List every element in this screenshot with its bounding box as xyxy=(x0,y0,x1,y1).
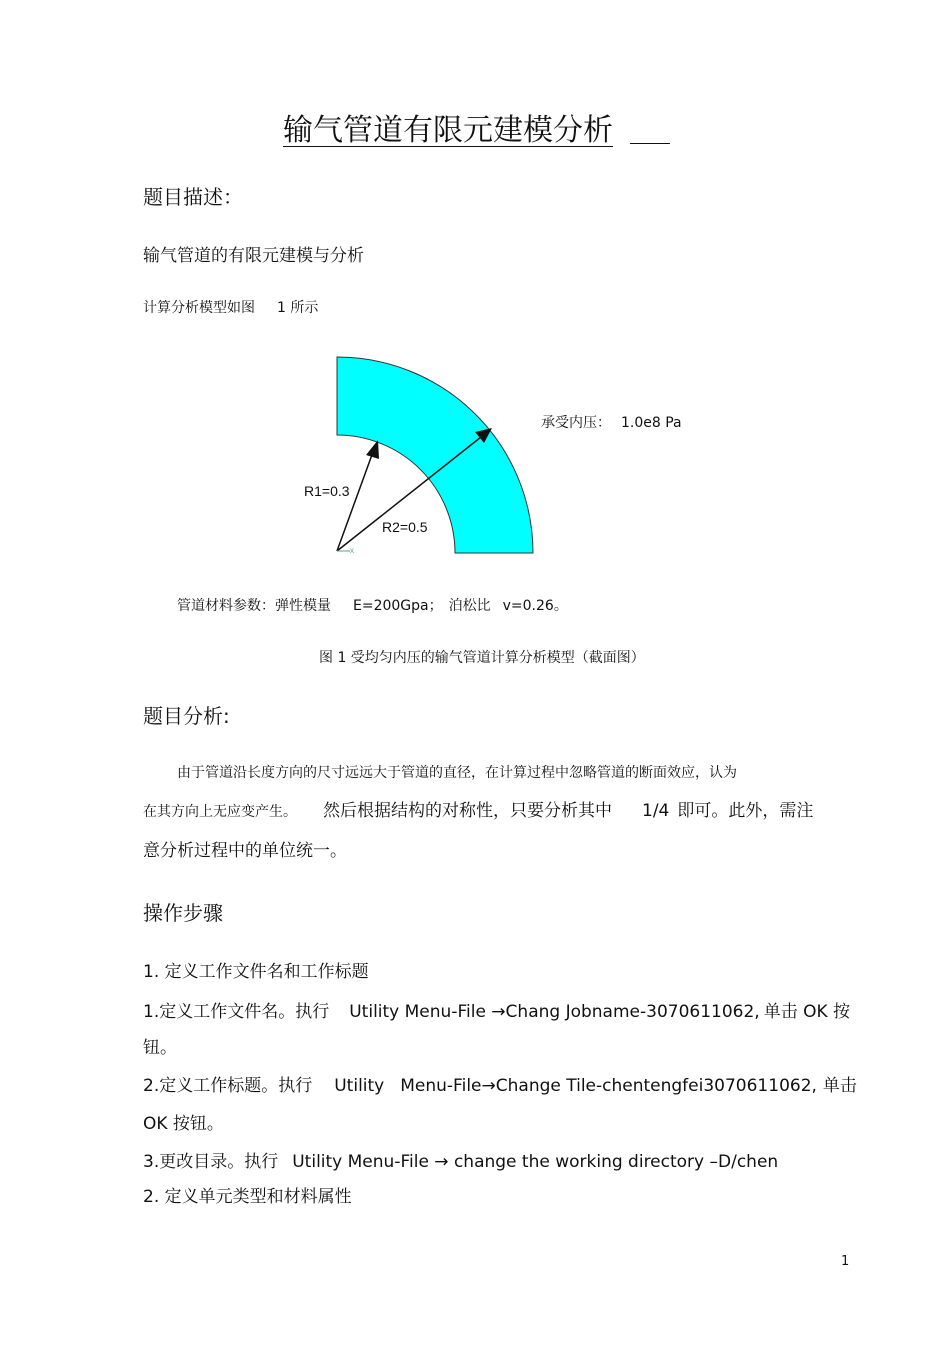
step1-3-prefix: 3.更改目录。执行 xyxy=(143,1152,279,1172)
step1-1 xyxy=(143,1000,850,1024)
step1-1-tail: 单击 OK 按 xyxy=(763,1002,851,1022)
step2-heading: 2. 定义单元类型和材料属性 xyxy=(143,1187,352,1207)
r2-label: R2=0.5 xyxy=(382,519,428,535)
step1-1-wrap: 钮。 xyxy=(143,1038,177,1058)
material-params xyxy=(177,596,568,616)
analysis-line2-small: 在其方向上无应变产生。 xyxy=(143,804,297,820)
step1-1-prefix: 1.定义工作文件名。执行 xyxy=(143,1002,330,1022)
analysis-line2-tail: 即可。此外，需注 xyxy=(677,801,814,821)
step1-2-tail: 单击 xyxy=(822,1076,857,1096)
model-intro-text: 计算分析模型如图 xyxy=(143,300,255,316)
analysis-line1: 由于管道沿长度方向的尺寸远远大于管道的直径，在计算过程中忽略管道的断面效应，认为 xyxy=(177,765,737,781)
page-number: 1 xyxy=(841,1254,850,1269)
page-title: 输气管道有限元建模分析 xyxy=(283,113,613,148)
desc-heading: 题目描述： xyxy=(143,185,243,209)
pressure-value: 1.0e8 Pa xyxy=(621,415,682,431)
desc-text: 输气管道的有限元建模与分析 xyxy=(143,246,364,266)
step1-3 xyxy=(143,1150,778,1174)
step1-2 xyxy=(143,1074,857,1098)
step1-1-command: Utility Menu-File →Chang Jobname-3070611062, xyxy=(349,1002,760,1022)
model-intro-num: 1 所示 xyxy=(277,300,319,316)
step1-3-command: Utility Menu-File → change the working directory –D/chen xyxy=(292,1152,779,1172)
analysis-line2 xyxy=(143,799,813,823)
analysis-line2-fraction: 1/4 xyxy=(642,801,670,821)
pressure-annotation xyxy=(541,413,682,433)
material-poisson: v=0.26。 xyxy=(502,598,568,614)
steps-heading: 操作步骤 xyxy=(143,901,223,925)
pipe-section-figure xyxy=(290,345,710,565)
analysis-heading: 题目分析: xyxy=(143,704,230,728)
analysis-line2-big: 然后根据结构的对称性，只要分析其中 xyxy=(323,801,612,821)
step1-2-prefix: 2.定义工作标题。执行 xyxy=(143,1076,313,1096)
r1-arrow-head xyxy=(366,440,379,459)
step1-2-command2: Menu-File→Change Tile-chentengfei3070611062, xyxy=(400,1076,817,1096)
step1-heading: 1. 定义工作文件名和工作标题 xyxy=(143,962,369,982)
step1-2-command1: Utility xyxy=(334,1076,385,1096)
model-intro xyxy=(143,298,318,318)
axis-x-label: x xyxy=(350,546,354,555)
figure-caption: 图 1 受均匀内压的输气管道计算分析模型（截面图） xyxy=(319,650,645,666)
pressure-label: 承受内压： xyxy=(541,415,611,431)
material-poisson-label: 泊松比 xyxy=(448,598,491,614)
material-prefix: 管道材料参数：弹性模量 xyxy=(177,598,331,614)
material-modulus: E=200Gpa； xyxy=(353,598,443,614)
analysis-line3: 意分析过程中的单位统一。 xyxy=(143,841,347,861)
step1-2-wrap: OK 按钮。 xyxy=(143,1114,224,1134)
title-underline-tail xyxy=(630,143,670,144)
r1-label: R1=0.3 xyxy=(304,483,350,499)
